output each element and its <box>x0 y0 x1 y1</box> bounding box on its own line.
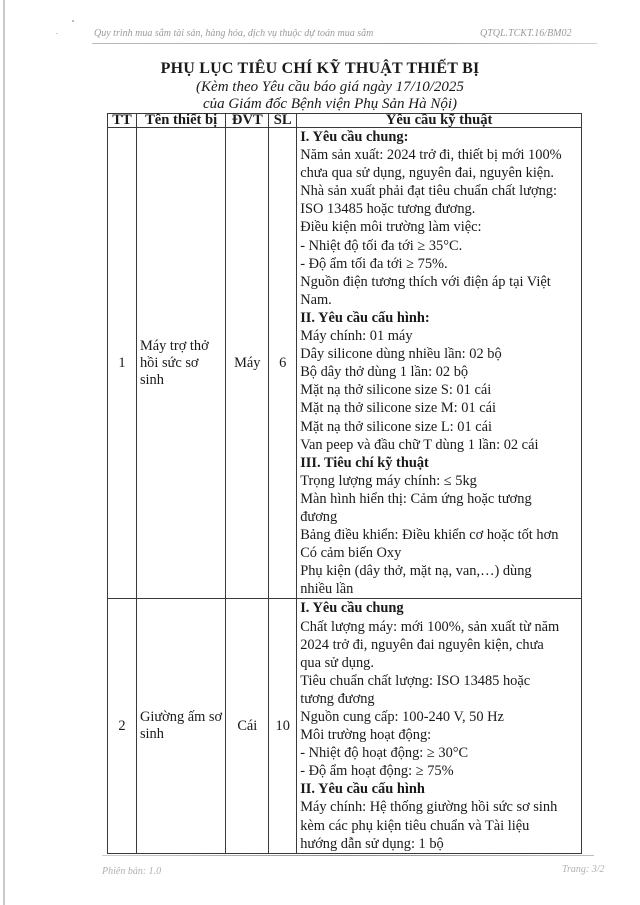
requirement-line: Điều kiện môi trường làm việc: <box>300 219 482 236</box>
col-header-tt: TT <box>108 114 137 128</box>
header-process-name: Quy trình mua sắm tài sản, hàng hóa, dịch vụ thuộc dự toán mua sắm <box>94 28 374 39</box>
requirement-line: Nguồn điện tương thích với điện áp tại Việt <box>300 273 551 290</box>
document-subtitle-line1: (Kèm theo Yêu cầu báo giá ngày 17/10/2025 <box>196 79 464 95</box>
requirement-line: - Nhiệt độ tối đa tới ≥ 35°C. <box>300 237 463 254</box>
requirement-line: Môi trường hoạt động: <box>300 727 432 744</box>
cell-device-name: Giường ấm sơ sinh <box>136 599 225 853</box>
requirement-line: - Độ ẩm hoạt động: ≥ 75% <box>300 763 454 780</box>
scan-speck <box>56 33 58 34</box>
header-form-code: QTQL.TCKT.16/BM02 <box>480 28 572 39</box>
requirement-section-heading: III. Tiêu chí kỹ thuật <box>300 454 429 471</box>
requirement-line: qua sử dụng. <box>300 654 374 671</box>
requirement-line: ISO 13485 hoặc tương đương. <box>300 201 476 218</box>
spec-table <box>107 113 582 854</box>
cell-quantity: 6 <box>269 128 297 599</box>
table-row <box>108 128 582 599</box>
col-header-qty: SL <box>269 114 297 128</box>
requirement-line: hướng dẫn sử dụng: 1 bộ <box>300 835 444 852</box>
requirement-line: Nhà sản xuất phải đạt tiêu chuẩn chất lượng: <box>300 183 557 200</box>
requirement-line: Năm sản xuất: 2024 trở đi, thiết bị mới 100% <box>300 147 562 164</box>
requirement-line: Phụ kiện (dây thở, mặt nạ, van,…) dùng <box>300 563 532 580</box>
requirement-line: Máy chính: Hệ thống giường hồi sức sơ sinh <box>300 799 558 816</box>
requirement-section-heading: I. Yêu cầu chung <box>300 600 404 617</box>
cell-requirements <box>297 128 582 599</box>
requirement-line: - Nhiệt độ hoạt động: ≥ 30°C <box>300 745 469 762</box>
cell-unit: Cái <box>226 599 269 853</box>
requirement-line: Van peep và đầu chữ T dùng 1 lần: 02 cái <box>300 436 539 453</box>
requirement-line: Bộ dây thở dùng 1 lần: 02 bộ <box>300 364 469 381</box>
scan-speck <box>72 20 74 22</box>
cell-requirements <box>297 599 582 853</box>
requirement-section-heading: I. Yêu cầu chung: <box>300 129 409 145</box>
header-divider <box>92 43 597 44</box>
document-subtitle-line2: của Giám đốc Bệnh viện Phụ Sản Hà Nội) <box>202 96 458 112</box>
footer-page-number: Trang: 3/2 <box>562 864 605 875</box>
cell-unit: Máy <box>226 128 269 599</box>
requirement-line: Mặt nạ thở silicone size L: 01 cái <box>300 418 493 435</box>
requirement-line: Có cảm biến Oxy <box>300 545 402 562</box>
document-title: PHỤ LỤC TIÊU CHÍ KỸ THUẬT THIẾT BỊ <box>160 60 480 77</box>
requirement-line: Nam. <box>300 291 332 308</box>
cell-device-name: Máy trợ thở hồi sức sơ sinh <box>136 128 225 599</box>
requirement-line: Nguồn cung cấp: 100-240 V, 50 Hz <box>300 709 504 725</box>
requirement-line: Bảng điều khiển: Điều khiển cơ hoặc tốt hơn <box>300 527 559 544</box>
requirement-line: Dây silicone dùng nhiều lần: 02 bộ <box>300 346 502 363</box>
requirement-line: tương đương <box>300 690 375 707</box>
requirement-line: Trọng lượng máy chính: ≤ 5kg <box>300 472 477 489</box>
requirement-line: kèm các phụ kiện tiêu chuẩn và Tài liệu <box>300 817 530 834</box>
footer-divider <box>102 855 594 856</box>
cell-tt: 1 <box>108 128 137 599</box>
table-header-row <box>108 114 582 128</box>
cell-quantity: 10 <box>269 599 297 853</box>
requirement-line: - Độ ẩm tối đa tới ≥ 75%. <box>300 255 448 272</box>
requirement-section-heading: II. Yêu cầu cấu hình <box>300 781 425 798</box>
requirement-line: 2024 trở đi, nguyên đai nguyên kiện, chưa <box>300 636 544 653</box>
requirement-line: chưa qua sử dụng, nguyên đai, nguyên kiện. <box>300 165 554 182</box>
requirement-line: đương <box>300 508 338 525</box>
table-row <box>108 599 582 853</box>
requirement-line: Tiêu chuẩn chất lượng: ISO 13485 hoặc <box>300 672 531 689</box>
requirement-line: Máy chính: 01 máy <box>300 328 413 345</box>
cell-tt: 2 <box>108 599 137 853</box>
col-header-name: Tên thiết bị <box>136 114 225 128</box>
requirement-line: Chất lượng máy: mới 100%, sản xuất từ năm <box>300 618 560 635</box>
footer-version: Phiên bản: 1.0 <box>102 866 162 877</box>
requirement-line: nhiều lần <box>300 581 354 598</box>
requirement-line: Màn hình hiển thị: Cảm ứng hoặc tương <box>300 490 532 507</box>
requirement-section-heading: II. Yêu cầu cấu hình: <box>300 309 430 326</box>
scan-left-edge <box>3 0 5 905</box>
requirement-line: Mặt nạ thở silicone size M: 01 cái <box>300 400 497 417</box>
col-header-unit: ĐVT <box>226 114 269 128</box>
col-header-requirements: Yêu cầu kỹ thuật <box>297 114 582 128</box>
requirement-line: Mặt nạ thở silicone size S: 01 cái <box>300 382 492 399</box>
